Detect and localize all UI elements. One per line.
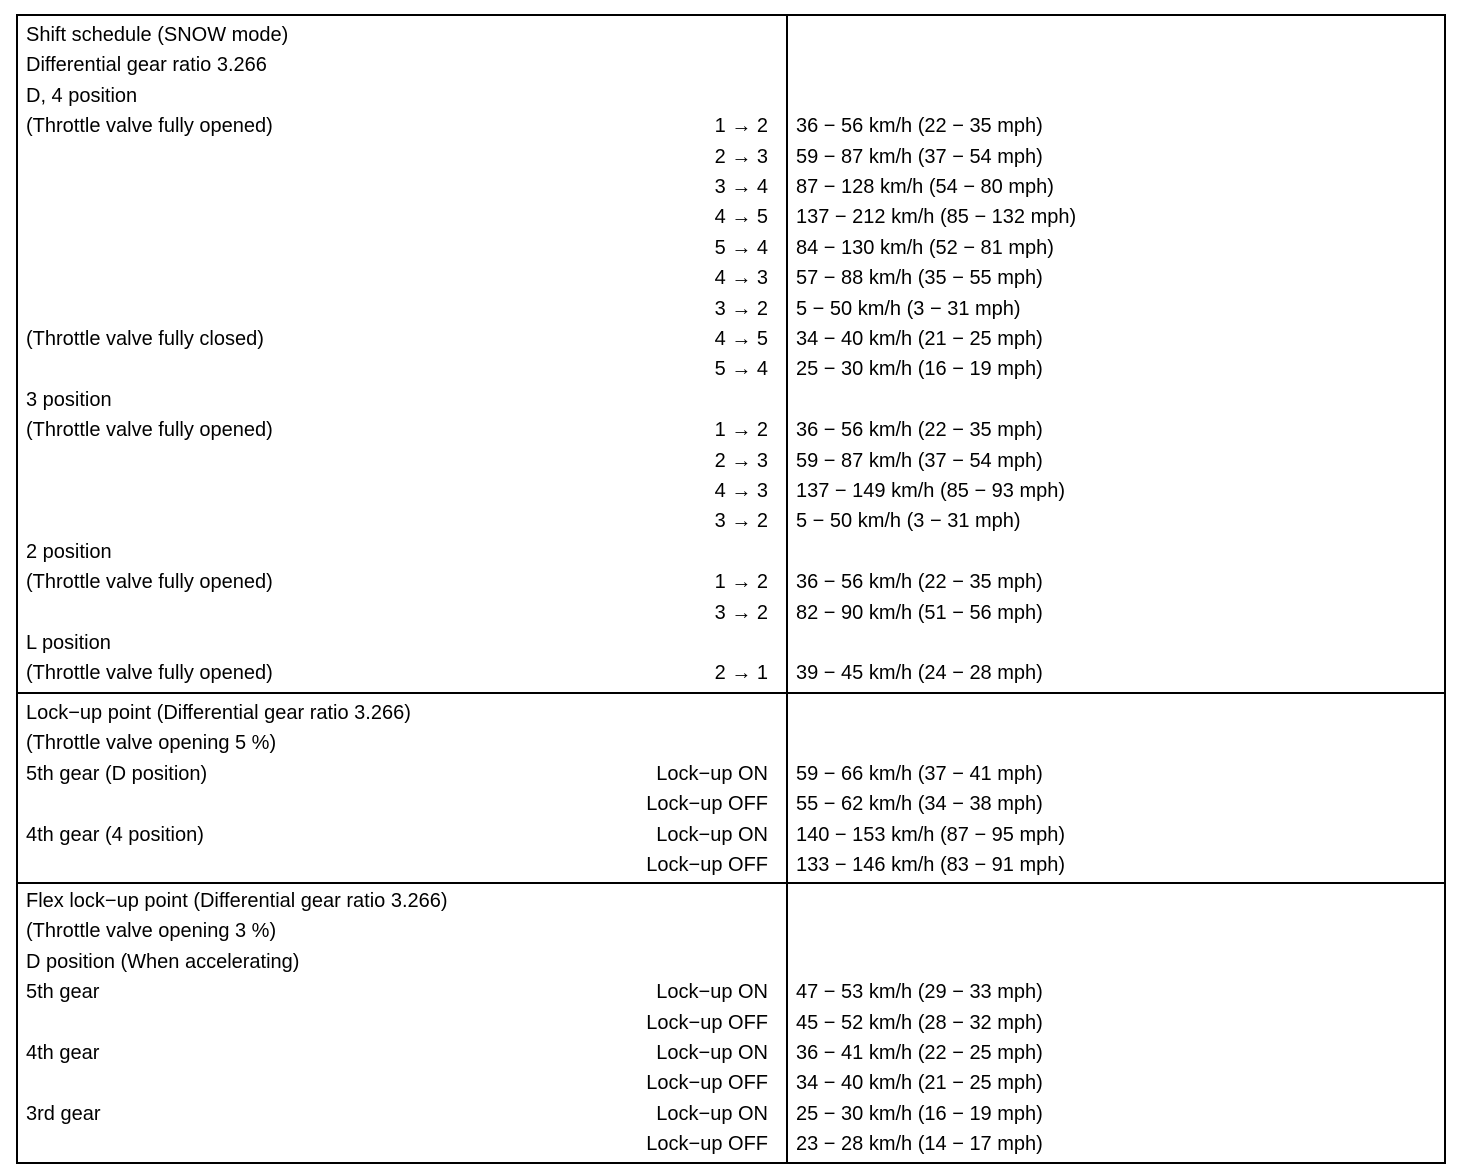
row-condition: Lock−up ON — [656, 823, 768, 846]
table-row — [18, 1008, 1444, 1038]
shift-schedule-section — [18, 16, 1444, 694]
spec-table — [16, 14, 1446, 1164]
row-value: 5 − 50 km/h (3 − 31 mph) — [796, 510, 1021, 533]
row-condition: Lock−up OFF — [646, 1072, 768, 1095]
row-condition: 4 → 3 — [714, 480, 768, 502]
table-row — [18, 233, 1444, 263]
row-condition: 5 → 4 — [714, 358, 768, 381]
table-row — [18, 324, 1444, 354]
row-label: 3 position — [26, 388, 112, 411]
row-label: L position — [26, 632, 111, 654]
row-label: Flex lock−up point (Differential gear ratio 3.266) — [26, 890, 448, 912]
table-row — [18, 385, 1444, 415]
row-value: 47 − 53 km/h (29 − 33 mph) — [796, 981, 1043, 1004]
row-condition: 4 → 5 — [714, 328, 768, 350]
row-value: 45 − 52 km/h (28 − 32 mph) — [796, 1011, 1043, 1034]
table-row — [18, 850, 1444, 880]
row-condition: 3 → 2 — [714, 601, 768, 624]
row-condition: 1 → 2 — [714, 419, 768, 442]
table-row — [18, 537, 1444, 567]
row-value: 23 − 28 km/h (14 − 17 mph) — [796, 1133, 1043, 1156]
row-label: 5th gear (D position) — [26, 762, 208, 785]
row-condition: 2 → 3 — [714, 145, 768, 168]
row-value: 137 − 212 km/h (85 − 132 mph) — [796, 206, 1077, 229]
row-value: 59 − 87 km/h (37 − 54 mph) — [796, 145, 1043, 168]
table-row — [18, 1038, 1444, 1068]
row-value: 5 − 50 km/h (3 − 31 mph) — [796, 297, 1021, 320]
table-row — [18, 977, 1444, 1007]
row-label: (Throttle valve fully opened) — [26, 571, 273, 594]
table-row — [18, 446, 1444, 476]
row-condition: 3 → 2 — [714, 510, 768, 533]
row-label: 5th gear — [26, 981, 100, 1004]
row-value: 36 − 41 km/h (22 − 25 mph) — [796, 1042, 1043, 1064]
row-value: 39 − 45 km/h (24 − 28 mph) — [796, 662, 1043, 685]
table-row — [18, 142, 1444, 172]
table-row — [18, 50, 1444, 80]
row-label: Shift schedule (SNOW mode) — [26, 24, 289, 46]
row-label: (Throttle valve fully opened) — [26, 419, 273, 442]
row-value: 36 − 56 km/h (22 − 35 mph) — [796, 571, 1043, 594]
row-value: 25 − 30 km/h (16 − 19 mph) — [796, 1102, 1043, 1125]
row-condition: Lock−up OFF — [646, 793, 768, 816]
table-row — [18, 567, 1444, 597]
row-value: 59 − 87 km/h (37 − 54 mph) — [796, 449, 1043, 472]
row-value: 34 − 40 km/h (21 − 25 mph) — [796, 1072, 1043, 1095]
row-condition: Lock−up ON — [656, 1102, 768, 1125]
flex-lockup-point-section — [18, 882, 1444, 1162]
row-label: Differential gear ratio 3.266 — [26, 54, 267, 77]
table-row — [18, 20, 1444, 50]
table-row — [18, 172, 1444, 202]
row-value: 133 − 146 km/h (83 − 91 mph) — [796, 854, 1066, 876]
row-value: 36 − 56 km/h (22 − 35 mph) — [796, 419, 1043, 442]
table-row — [18, 698, 1444, 728]
row-condition: 1 → 2 — [714, 571, 768, 594]
table-row — [18, 886, 1444, 916]
table-row — [18, 947, 1444, 977]
row-condition: 4 → 5 — [714, 206, 768, 229]
table-row — [18, 354, 1444, 384]
table-row — [18, 506, 1444, 536]
row-label: 2 position — [26, 540, 112, 563]
row-value: 25 − 30 km/h (16 − 19 mph) — [796, 358, 1043, 381]
row-condition: Lock−up ON — [656, 762, 768, 785]
row-condition: 2 → 3 — [714, 449, 768, 472]
row-label: 4th gear — [26, 1042, 100, 1064]
table-row — [18, 916, 1444, 946]
row-label: D position (When accelerating) — [26, 950, 300, 973]
row-condition: 3 → 4 — [714, 176, 768, 198]
table-row — [18, 820, 1444, 850]
table-row — [18, 759, 1444, 789]
row-value: 82 − 90 km/h (51 − 56 mph) — [796, 601, 1043, 624]
table-row — [18, 294, 1444, 324]
row-label: (Throttle valve fully opened) — [26, 115, 273, 138]
table-row — [18, 415, 1444, 445]
table-row — [18, 1129, 1444, 1159]
row-condition: 1 → 2 — [714, 115, 768, 138]
row-label: (Throttle valve fully closed) — [26, 328, 264, 350]
row-condition: Lock−up OFF — [646, 1011, 768, 1034]
row-label: 4th gear (4 position) — [26, 823, 204, 846]
row-value: 84 − 130 km/h (52 − 81 mph) — [796, 236, 1054, 259]
table-row — [18, 728, 1444, 758]
table-row — [18, 81, 1444, 111]
row-condition: Lock−up ON — [656, 981, 768, 1004]
table-row — [18, 1099, 1444, 1129]
row-condition: Lock−up OFF — [646, 854, 768, 876]
row-label: (Throttle valve fully opened) — [26, 662, 273, 685]
row-condition: 4 → 3 — [714, 267, 768, 290]
row-label: (Throttle valve opening 3 %) — [26, 920, 277, 943]
row-condition: 3 → 2 — [714, 297, 768, 320]
row-value: 59 − 66 km/h (37 − 41 mph) — [796, 762, 1043, 785]
row-value: 55 − 62 km/h (34 − 38 mph) — [796, 793, 1043, 816]
lockup-point-section — [18, 692, 1444, 884]
row-label: (Throttle valve opening 5 %) — [26, 732, 277, 755]
row-label: D, 4 position — [26, 84, 138, 107]
table-row — [18, 202, 1444, 232]
row-value: 140 − 153 km/h (87 − 95 mph) — [796, 823, 1066, 846]
table-row — [18, 111, 1444, 141]
table-row — [18, 658, 1444, 688]
row-label: 3rd gear — [26, 1102, 101, 1125]
table-row — [18, 263, 1444, 293]
row-value: 57 − 88 km/h (35 − 55 mph) — [796, 267, 1043, 290]
row-condition: 2 → 1 — [714, 662, 768, 685]
row-value: 137 − 149 km/h (85 − 93 mph) — [796, 480, 1066, 502]
row-condition: Lock−up ON — [656, 1042, 768, 1064]
row-value: 36 − 56 km/h (22 − 35 mph) — [796, 115, 1043, 138]
row-label: Lock−up point (Differential gear ratio 3.266) — [26, 702, 411, 724]
row-condition: 5 → 4 — [714, 236, 768, 259]
table-row — [18, 628, 1444, 658]
row-condition: Lock−up OFF — [646, 1133, 768, 1156]
table-row — [18, 476, 1444, 506]
table-row — [18, 598, 1444, 628]
row-value: 87 − 128 km/h (54 − 80 mph) — [796, 176, 1054, 198]
table-row — [18, 1068, 1444, 1098]
table-row — [18, 789, 1444, 819]
row-value: 34 − 40 km/h (21 − 25 mph) — [796, 328, 1043, 350]
